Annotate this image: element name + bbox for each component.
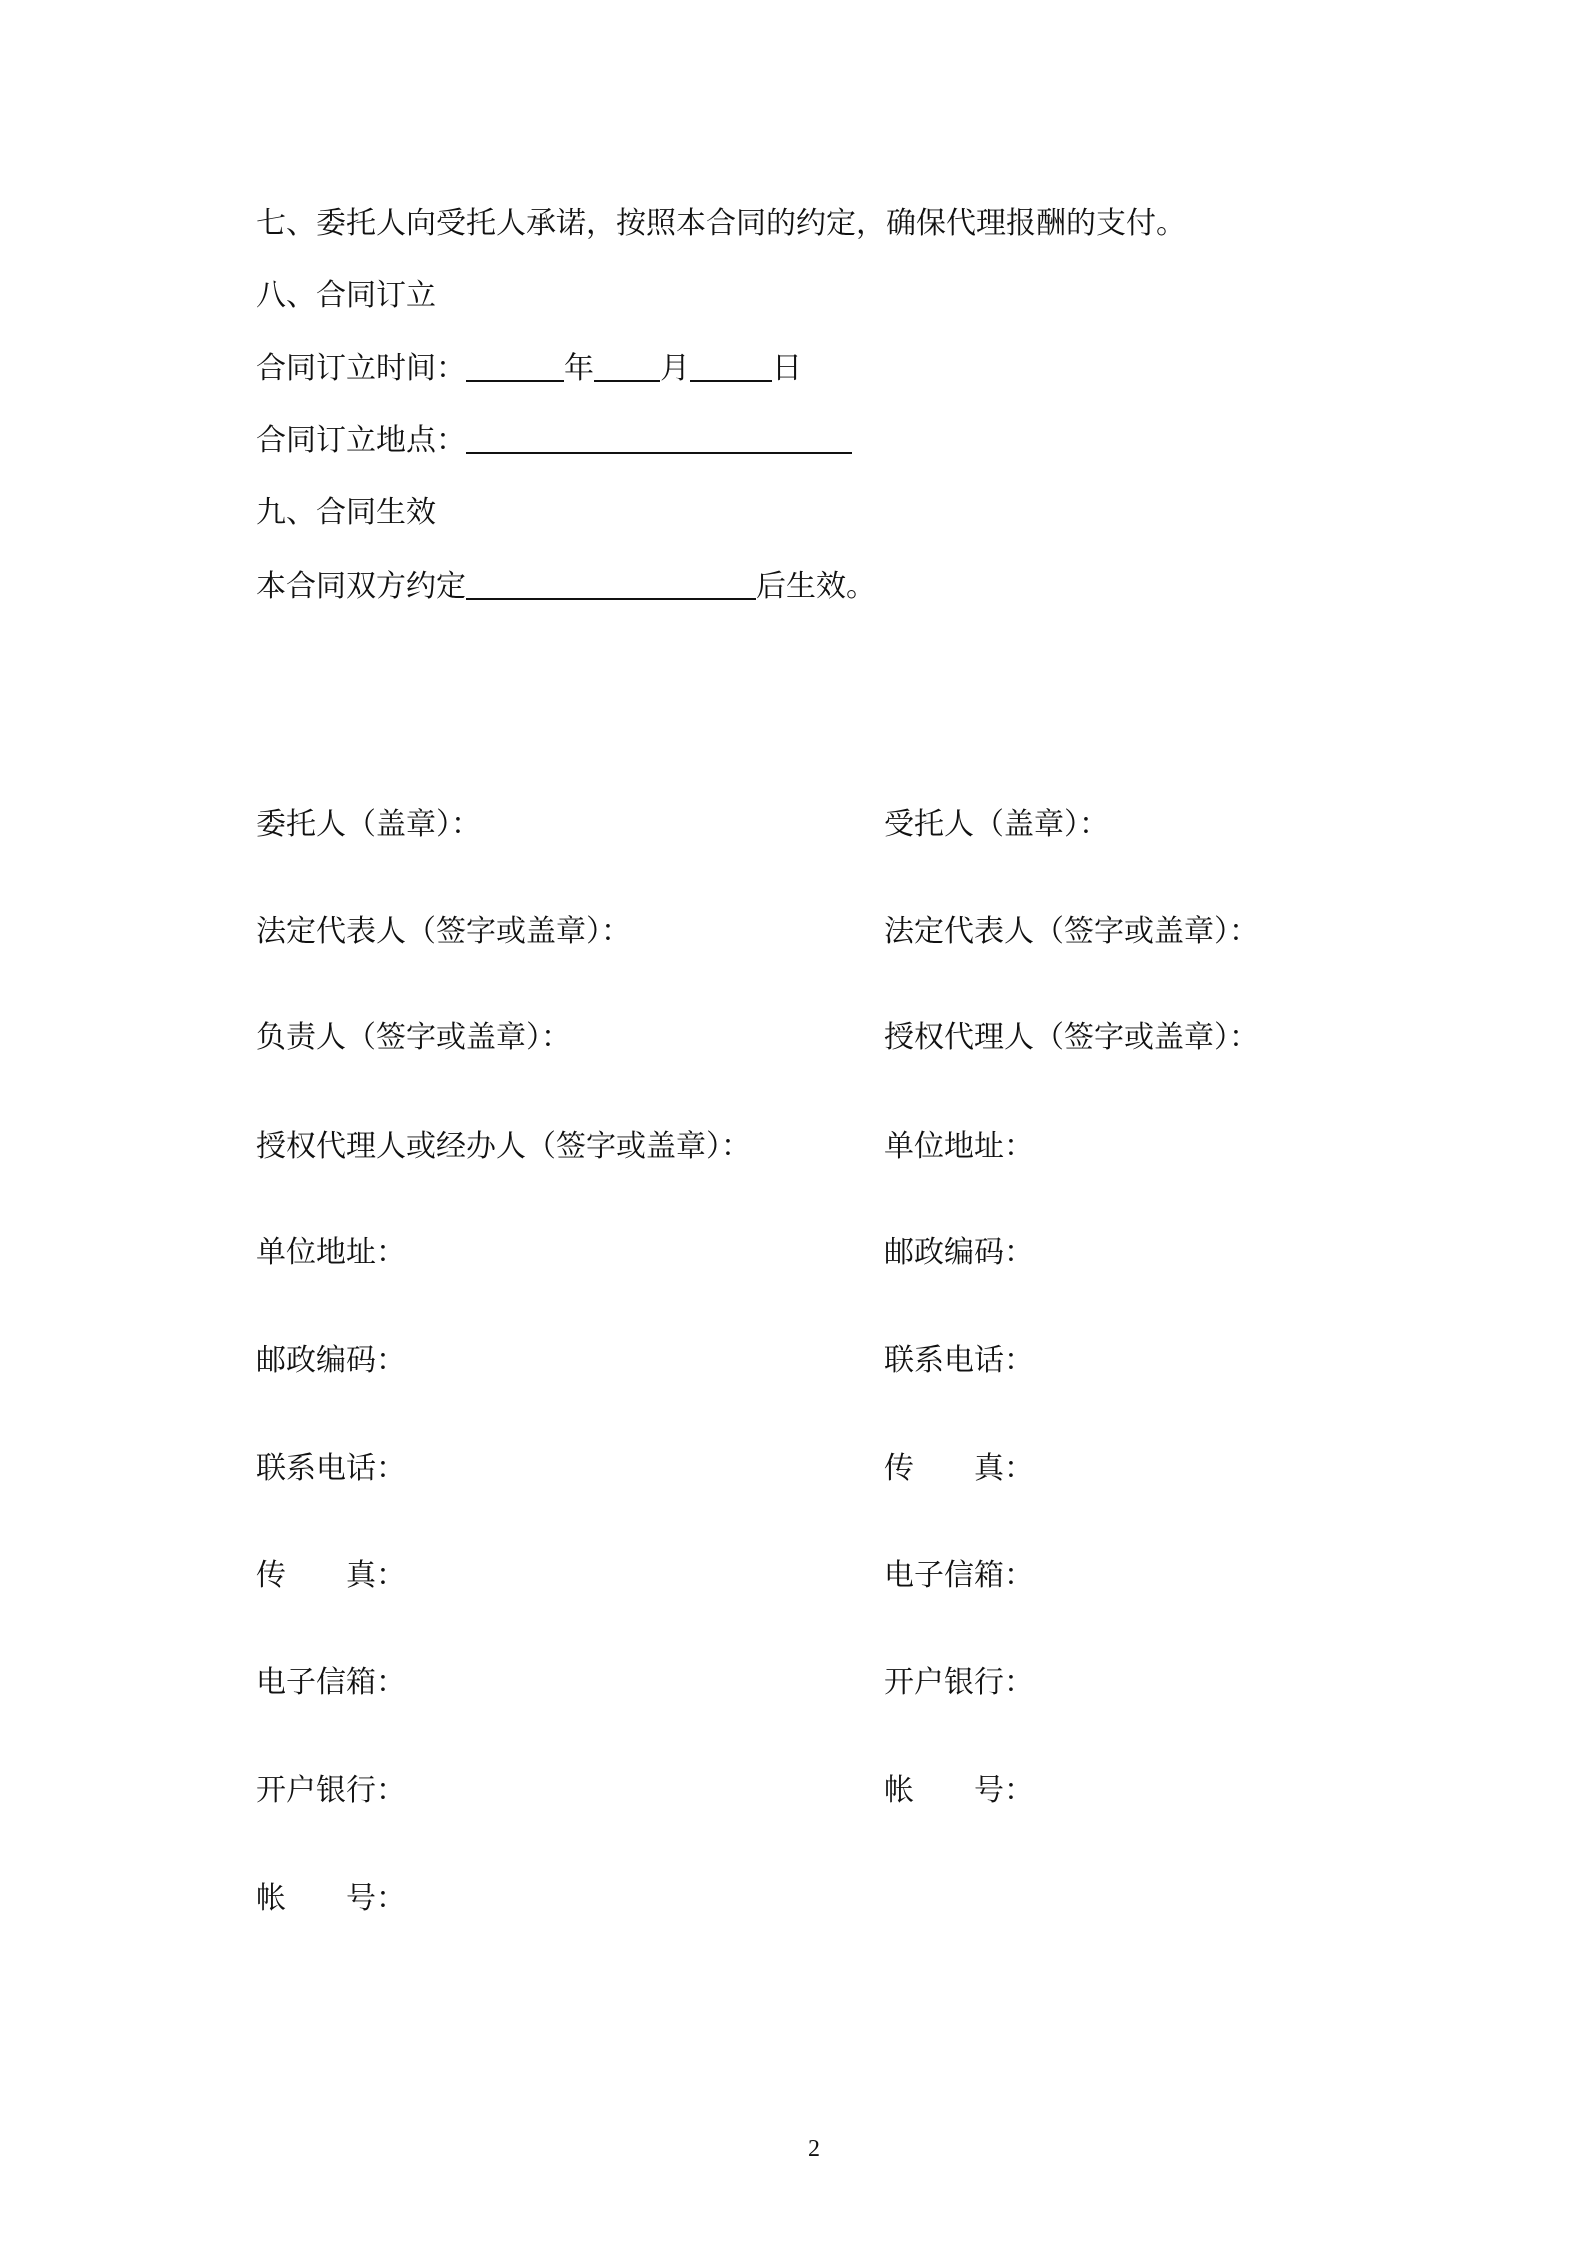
- contract-place-row: [256, 421, 852, 461]
- agent-field-5: 联系电话：: [884, 1343, 1034, 1378]
- day-blank[interactable]: [690, 350, 772, 382]
- principal-field-1: 法定代表人（签字或盖章）：: [256, 914, 631, 949]
- clause-9-title: 九、合同生效: [256, 495, 436, 530]
- year-label: 年: [564, 351, 594, 386]
- principal-field-8: 电子信箱：: [256, 1665, 406, 1700]
- agent-field-9: 帐 号：: [884, 1773, 1034, 1808]
- contract-date-row: [256, 349, 802, 389]
- effective-text-before: 本合同双方约定: [256, 569, 466, 604]
- clause-7: 七、委托人向受托人承诺，按照本合同的约定，确保代理报酬的支付。: [256, 206, 1186, 241]
- page-number: 2: [808, 2136, 820, 2162]
- day-label: 日: [772, 351, 802, 386]
- effective-text-after: 后生效。: [756, 569, 876, 604]
- agent-field-6: 传 真：: [884, 1451, 1034, 1486]
- principal-field-9: 开户银行：: [256, 1773, 406, 1808]
- principal-field-2: 负责人（签字或盖章）：: [256, 1020, 571, 1055]
- agent-field-0: 受托人（盖章）：: [884, 807, 1109, 842]
- agent-field-1: 法定代表人（签字或盖章）：: [884, 914, 1259, 949]
- agent-field-7: 电子信箱：: [884, 1558, 1034, 1593]
- effective-blank[interactable]: [466, 568, 756, 600]
- place-blank[interactable]: [466, 422, 852, 454]
- contract-date-label: 合同订立时间：: [256, 351, 466, 386]
- principal-field-7: 传 真：: [256, 1558, 406, 1593]
- effective-row: [256, 567, 876, 607]
- agent-field-3: 单位地址：: [884, 1129, 1034, 1164]
- principal-field-5: 邮政编码：: [256, 1343, 406, 1378]
- agent-field-4: 邮政编码：: [884, 1235, 1034, 1270]
- month-label: 月: [660, 351, 690, 386]
- contract-place-label: 合同订立地点：: [256, 423, 466, 458]
- principal-field-10: 帐 号：: [256, 1881, 406, 1916]
- principal-field-3: 授权代理人或经办人（签字或盖章）：: [256, 1129, 751, 1164]
- agent-field-2: 授权代理人（签字或盖章）：: [884, 1020, 1259, 1055]
- clause-8-title: 八、合同订立: [256, 278, 436, 313]
- principal-field-4: 单位地址：: [256, 1235, 406, 1270]
- agent-field-8: 开户银行：: [884, 1665, 1034, 1700]
- principal-field-0: 委托人（盖章）：: [256, 807, 481, 842]
- principal-field-6: 联系电话：: [256, 1451, 406, 1486]
- month-blank[interactable]: [594, 350, 660, 382]
- year-blank[interactable]: [466, 350, 564, 382]
